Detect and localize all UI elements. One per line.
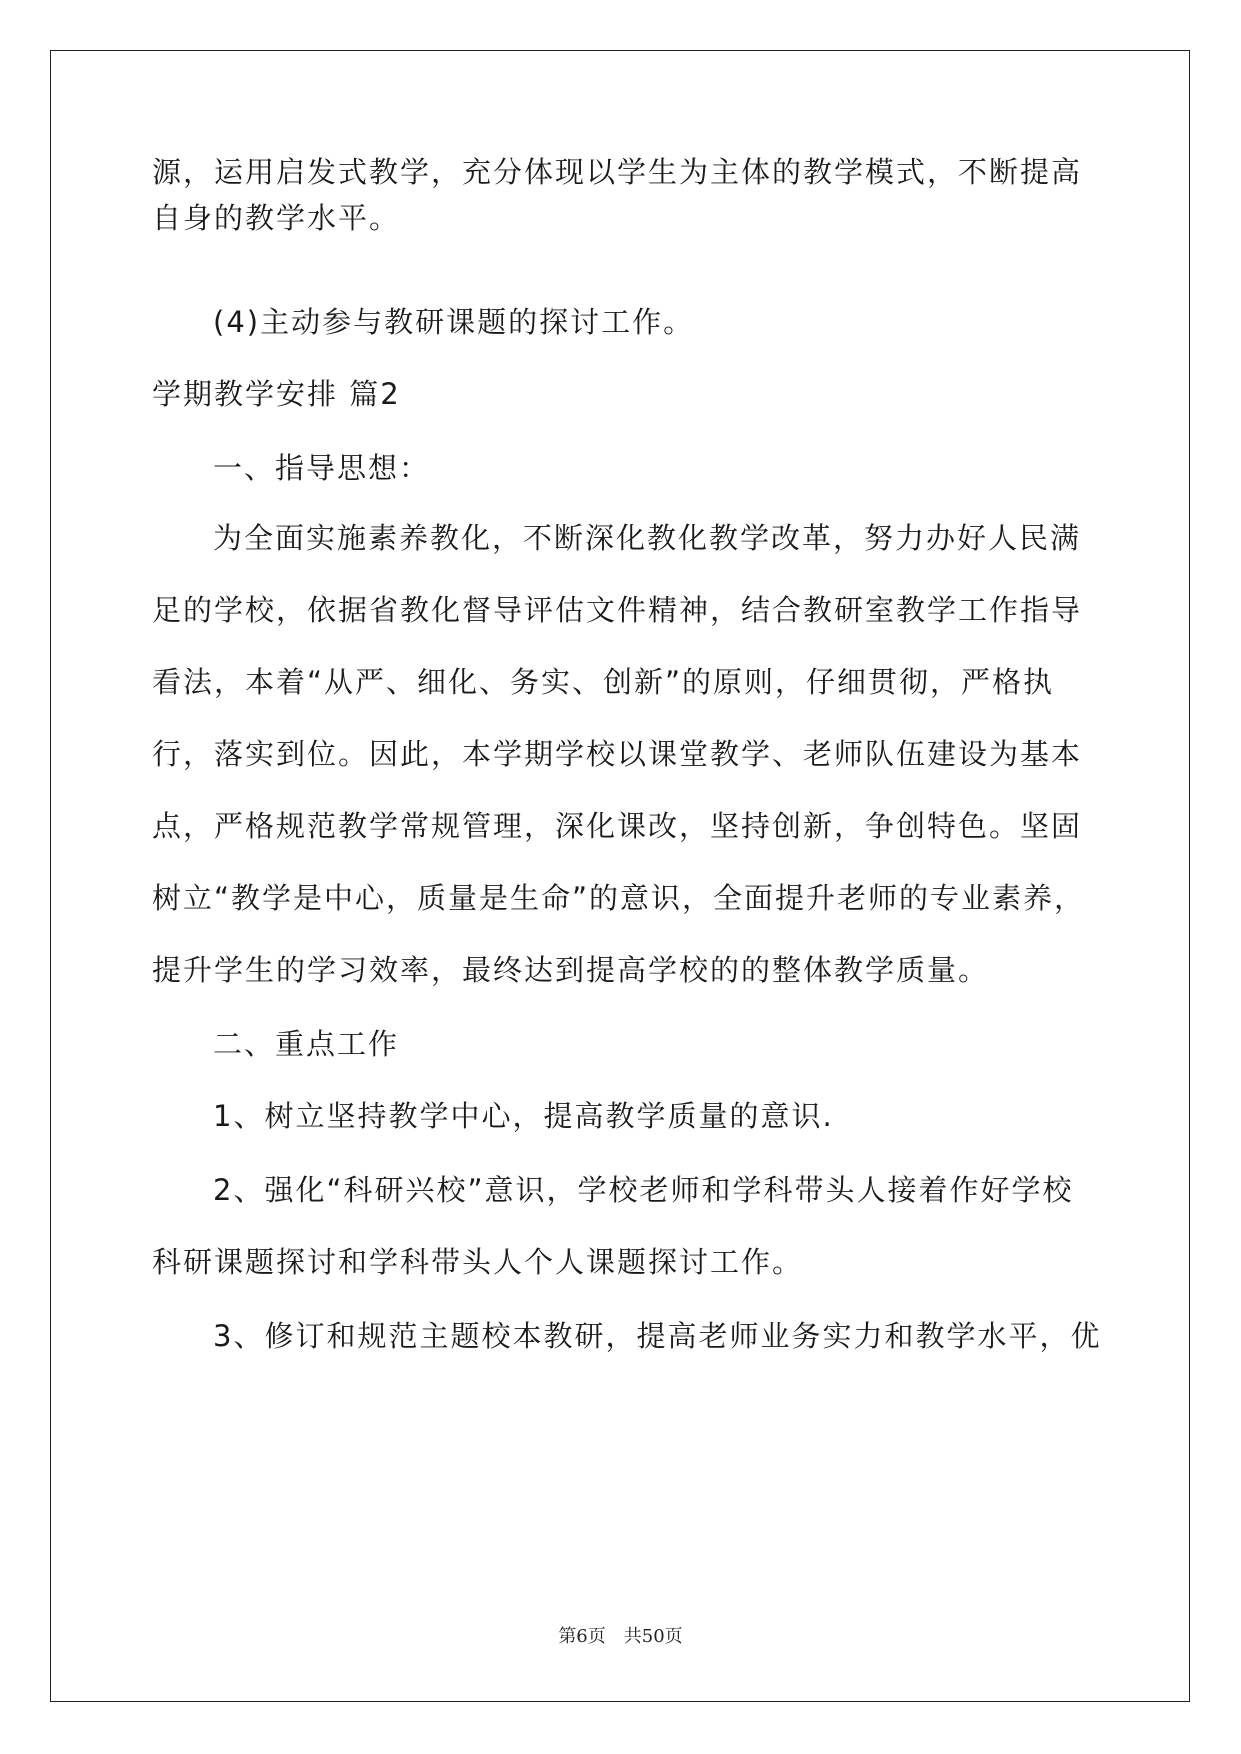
subheading-key-work: 二、重点工作: [213, 1027, 400, 1061]
body-text-line: 源，运用启发式教学，充分体现以学生为主体的教学模式，不断提高: [152, 155, 1083, 189]
body-text-line: 科研课题探讨和学科带头人个人课题探讨工作。: [152, 1245, 804, 1279]
list-item-3: 3、修订和规范主题校本教研，提高老师业务实力和教学水平，优: [213, 1319, 1102, 1353]
paragraph-first-line: 为全面实施素养教化，不断深化教化教学改革，努力办好人民满: [213, 521, 1082, 555]
list-item-1: 1、树立坚持教学中心，提高教学质量的意识.: [213, 1099, 834, 1133]
body-text-line: 提升学生的学习效率，最终达到提高学校的的整体教学质量。: [152, 953, 990, 987]
body-text-line: 足的学校，依据省教化督导评估文件精神，结合教研室教学工作指导: [152, 593, 1083, 627]
body-text-line: 点，严格规范教学常规管理，深化课改，坚持创新，争创特色。坚固: [152, 809, 1083, 843]
list-item-4: (4)主动参与教研课题的探讨工作。: [213, 305, 695, 339]
list-item-2: 2、强化“科研兴校”意识，学校老师和学科带头人接着作好学校: [213, 1173, 1074, 1207]
page-number-footer: [0, 1622, 1241, 1648]
body-text-line: 自身的教学水平。: [152, 201, 401, 235]
subheading-guiding-ideas: 一、指导思想：: [213, 451, 431, 485]
body-text-line: 行，落实到位。因此，本学期学校以课堂教学、老师队伍建设为基本: [152, 737, 1083, 771]
body-text-line: 看法，本着“从严、细化、务实、创新”的原则，仔细贯彻，严格执: [152, 665, 1055, 699]
section-heading: 学期教学安排 篇2: [152, 377, 401, 411]
page-label: 第6页 共50页: [558, 1626, 683, 1647]
body-text-line: 树立“教学是中心，质量是生命”的意识，全面提升老师的专业素养，: [152, 881, 1086, 915]
page-border: [50, 50, 1190, 1702]
